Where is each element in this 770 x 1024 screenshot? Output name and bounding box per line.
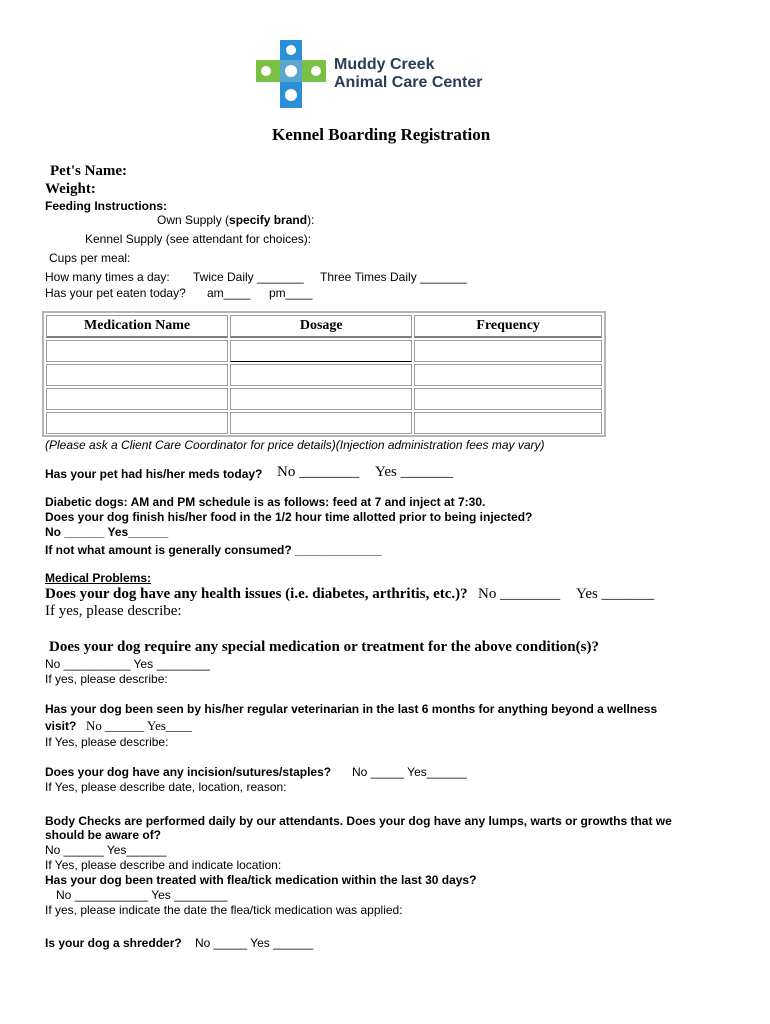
health-issues-question: Does your dog have any health issues (i.e. diabetes, arthritis, etc.)? bbox=[45, 586, 468, 602]
own-supply-line: Own Supply (specify brand): bbox=[157, 213, 315, 227]
table-row bbox=[46, 340, 602, 362]
amount-consumed-question[interactable]: If not what amount is generally consumed? _____________ bbox=[45, 543, 382, 557]
incision-describe: If Yes, please describe date, location, reason: bbox=[45, 780, 287, 794]
vet-visit-question-line2: visit? bbox=[45, 719, 77, 733]
eaten-pm-field[interactable]: pm____ bbox=[269, 286, 313, 300]
body-check-question-line2: should be aware of? bbox=[45, 828, 162, 842]
diabetic-schedule-text: Diabetic dogs: AM and PM schedule is as follows: feed at 7 and inject at 7:30. bbox=[45, 495, 486, 509]
special-treatment-describe: If yes, please describe: bbox=[45, 672, 168, 686]
flea-tick-describe: If yes, please indicate the date the flea/tick medication was applied: bbox=[45, 903, 403, 917]
price-note: (Please ask a Client Care Coordinator for price details)(Injection administration fees may vary) bbox=[45, 438, 545, 452]
table-row bbox=[46, 388, 602, 410]
special-treatment-question: Does your dog require any special medication or treatment for the above condition(s)? bbox=[49, 639, 599, 655]
health-issues-yes[interactable]: Yes _______ bbox=[576, 586, 655, 602]
table-row bbox=[46, 364, 602, 386]
dosage-cell[interactable] bbox=[230, 388, 412, 410]
medication-name-cell[interactable] bbox=[46, 388, 228, 410]
medication-name-cell[interactable] bbox=[46, 364, 228, 386]
vet-visit-yes[interactable]: Yes____ bbox=[147, 718, 192, 733]
medication-table bbox=[42, 311, 606, 437]
kennel-supply-line: Kennel Supply (see attendant for choices): bbox=[85, 232, 312, 246]
body-check-question-line1: Body Checks are performed daily by our attendants. Does your dog have any lumps, warts or growths that we bbox=[45, 814, 672, 828]
table-row bbox=[46, 412, 602, 434]
finish-food-no-yes[interactable]: No ______ Yes______ bbox=[45, 525, 169, 539]
dosage-cell[interactable] bbox=[230, 364, 412, 386]
dosage-cell[interactable] bbox=[230, 412, 412, 434]
incision-no-yes[interactable]: No _____ Yes______ bbox=[352, 765, 467, 779]
meds-today-question: Has your pet had his/her meds today? bbox=[45, 467, 263, 481]
logo-name-line1: Muddy Creek bbox=[334, 56, 435, 73]
clinic-logo bbox=[256, 40, 332, 108]
finish-food-question: Does your dog finish his/her food in the 1/2 hour time allotted prior to being injected? bbox=[45, 510, 533, 524]
body-check-no-yes[interactable]: No ______ Yes______ bbox=[45, 843, 167, 857]
special-treatment-no-yes[interactable]: No __________ Yes ________ bbox=[45, 657, 210, 671]
twice-daily-option[interactable]: Twice Daily _______ bbox=[193, 270, 304, 284]
col-medication-name: Medication Name bbox=[46, 315, 228, 338]
health-issues-no[interactable]: No ________ bbox=[478, 586, 561, 602]
shredder-question: Is your dog a shredder? bbox=[45, 936, 182, 950]
logo-cross-icon bbox=[256, 40, 332, 108]
body-check-describe: If Yes, please describe and indicate location: bbox=[45, 858, 282, 872]
shredder-no-yes[interactable]: No _____ Yes ______ bbox=[195, 936, 314, 950]
frequency-cell[interactable] bbox=[414, 388, 602, 410]
health-issues-describe: If yes, please describe: bbox=[45, 603, 182, 619]
pet-name-label: Pet's Name: bbox=[50, 163, 128, 179]
flea-tick-question: Has your dog been treated with flea/tick medication within the last 30 days? bbox=[45, 873, 477, 887]
three-times-daily-option[interactable]: Three Times Daily _______ bbox=[320, 270, 467, 284]
vet-visit-question-line1: Has your dog been seen by his/her regular veterinarian in the last 6 months for anything beyond a wellness bbox=[45, 702, 658, 716]
flea-tick-no-yes[interactable]: No ___________ Yes ________ bbox=[56, 888, 228, 902]
col-frequency: Frequency bbox=[414, 315, 602, 338]
col-dosage: Dosage bbox=[230, 315, 412, 338]
page-title: Kennel Boarding Registration bbox=[272, 125, 491, 144]
vet-visit-no[interactable]: No ______ bbox=[86, 718, 145, 733]
medication-table-header-row bbox=[46, 315, 602, 338]
frequency-cell[interactable] bbox=[414, 364, 602, 386]
meds-today-yes[interactable]: Yes _______ bbox=[375, 464, 454, 480]
times-a-day-question: How many times a day: bbox=[45, 270, 170, 284]
meds-today-no[interactable]: No ________ bbox=[277, 464, 360, 480]
medication-name-cell[interactable] bbox=[46, 412, 228, 434]
medication-name-cell[interactable] bbox=[46, 340, 228, 362]
feeding-instructions-label: Feeding Instructions: bbox=[45, 199, 168, 213]
logo-name-line2: Animal Care Center bbox=[334, 74, 483, 91]
dosage-cell[interactable] bbox=[230, 340, 412, 362]
incision-question: Does your dog have any incision/sutures/staples? bbox=[45, 765, 332, 779]
eaten-today-question: Has your pet eaten today? bbox=[45, 286, 186, 300]
eaten-am-field[interactable]: am____ bbox=[207, 286, 251, 300]
medical-problems-heading: Medical Problems: bbox=[45, 571, 152, 585]
weight-label: Weight: bbox=[45, 181, 96, 197]
frequency-cell[interactable] bbox=[414, 412, 602, 434]
cups-per-meal-label: Cups per meal: bbox=[49, 251, 131, 265]
frequency-cell[interactable] bbox=[414, 340, 602, 362]
vet-visit-describe: If Yes, please describe: bbox=[45, 735, 169, 749]
